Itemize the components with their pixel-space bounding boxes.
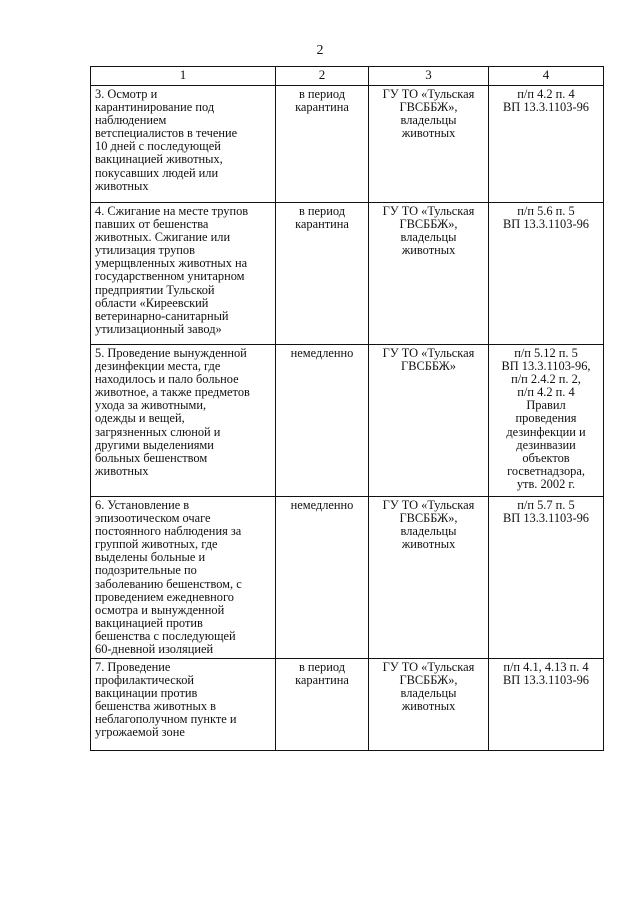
column-header-1: 1 xyxy=(91,67,276,86)
measure-cell: 5. Проведение вынужденной дезинфекции места, где находилось и пало больное животное, а также предметов ухода за животными, одежды и вещей, загрязненных слюной и другими выделениями больных бешенством животных xyxy=(91,345,276,497)
table-header-row xyxy=(91,67,604,86)
basis-cell: п/п 5.7 п. 5 ВП 13.3.1103-96 xyxy=(489,497,604,659)
deadline-cell: немедленно xyxy=(276,345,369,497)
basis-cell: п/п 5.12 п. 5 ВП 13.3.1103-96, п/п 2.4.2 п. 2, п/п 4.2 п. 4 Правил проведения дезинфекции и дезинвазии объектов госветнадзора, утв. 2002 г. xyxy=(489,345,604,497)
column-header-2: 2 xyxy=(276,67,369,86)
table-row xyxy=(91,659,604,751)
page-number: 2 xyxy=(316,43,324,58)
measure-cell: 4. Сжигание на месте трупов павших от бешенства животных. Сжигание или утилизация трупов умерщвленных животных на государственном унитарном предприятии Тульской области «Киреевский ветеринарно-санитарный утилизационный завод» xyxy=(91,203,276,345)
table-row xyxy=(91,345,604,497)
executor-cell: ГУ ТО «Тульская ГВСББЖ», владельцы животных xyxy=(369,659,489,751)
deadline-cell: в период карантина xyxy=(276,86,369,203)
measure-cell: 6. Установление в эпизоотическом очаге постоянного наблюдения за группой животных, где выделены больные и подозрительные по заболеванию бешенством, с проведением ежедневного осмотра и вынужденной вакцинацией против бешенства с последующей 60-дневной изоляцией xyxy=(91,497,276,659)
measure-cell: 3. Осмотр и карантинирование под наблюдением ветспециалистов в течение 10 дней с последующей вакцинацией животных, покусавших людей или животных xyxy=(91,86,276,203)
measures-table xyxy=(90,66,604,751)
column-header-3: 3 xyxy=(369,67,489,86)
executor-cell: ГУ ТО «Тульская ГВСББЖ», владельцы животных xyxy=(369,203,489,345)
executor-cell: ГУ ТО «Тульская ГВСББЖ», владельцы животных xyxy=(369,497,489,659)
basis-cell: п/п 4.2 п. 4 ВП 13.3.1103-96 xyxy=(489,86,604,203)
deadline-cell: в период карантина xyxy=(276,203,369,345)
deadline-cell: в период карантина xyxy=(276,659,369,751)
table-row xyxy=(91,497,604,659)
executor-cell: ГУ ТО «Тульская ГВСББЖ», владельцы животных xyxy=(369,86,489,203)
basis-cell: п/п 4.1, 4.13 п. 4 ВП 13.3.1103-96 xyxy=(489,659,604,751)
executor-cell: ГУ ТО «Тульская ГВСББЖ» xyxy=(369,345,489,497)
measure-cell: 7. Проведение профилактической вакцинации против бешенства животных в неблагополучном пункте и угрожаемой зоне xyxy=(91,659,276,751)
column-header-4: 4 xyxy=(489,67,604,86)
deadline-cell: немедленно xyxy=(276,497,369,659)
table-row xyxy=(91,86,604,203)
table-row xyxy=(91,203,604,345)
basis-cell: п/п 5.6 п. 5 ВП 13.3.1103-96 xyxy=(489,203,604,345)
